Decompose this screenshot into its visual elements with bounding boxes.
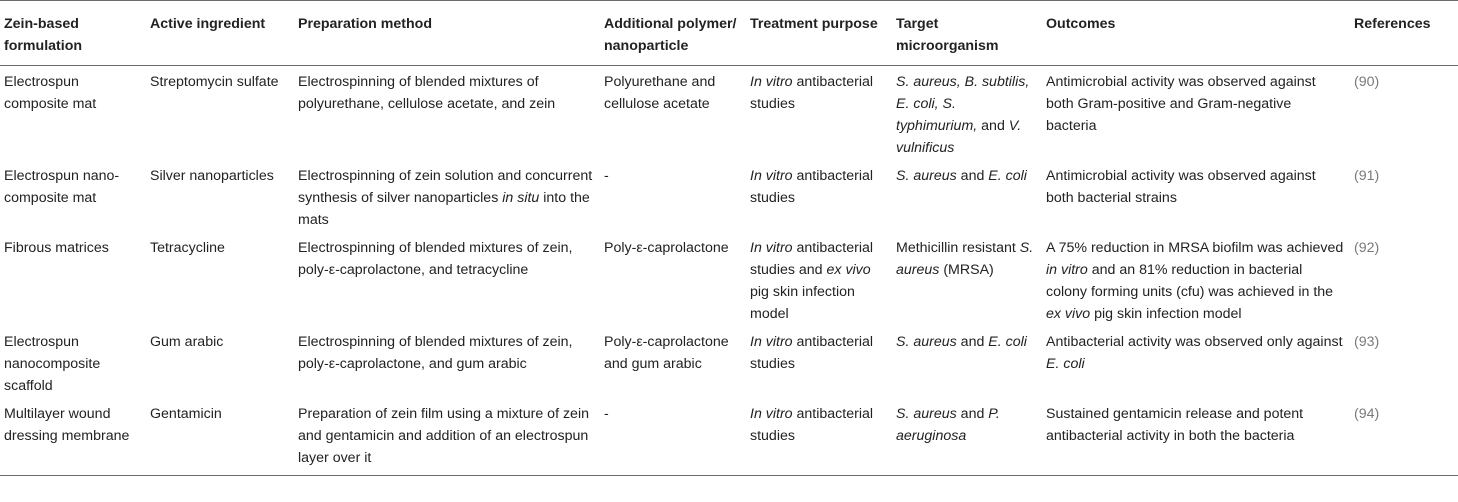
cell-formulation	[0, 400, 146, 476]
text: Gum arabic	[150, 334, 224, 350]
cell-outcomes	[1042, 328, 1350, 400]
text: Streptomycin sulfate	[150, 74, 279, 90]
cell-reference	[1350, 66, 1458, 163]
cell-target-microorganism	[892, 328, 1042, 400]
text: Methicillin resistant	[896, 240, 1020, 256]
cell-preparation-method	[294, 328, 600, 400]
text: into the mats	[298, 190, 590, 228]
reference-link[interactable]: (92)	[1354, 240, 1380, 256]
text: Fibrous matrices	[4, 240, 109, 256]
italic-text: in vitro	[1046, 262, 1088, 278]
cell-outcomes	[1042, 66, 1350, 163]
italic-text: ex vivo	[826, 262, 871, 278]
text: and	[956, 168, 989, 184]
cell-outcomes	[1042, 234, 1350, 328]
italic-text: S. aureus, B. subtilis, E. coli, S. typhimurium,	[896, 74, 1030, 134]
reference-link[interactable]: (94)	[1354, 406, 1380, 422]
text: Multilayer wound dressing membrane	[4, 406, 130, 444]
table-row	[0, 66, 1458, 163]
italic-text: in situ	[502, 190, 540, 206]
cell-additional-polymer	[600, 400, 746, 476]
cell-preparation-method	[294, 66, 600, 163]
text: pig skin infection model	[1090, 306, 1242, 322]
cell-preparation-method	[294, 400, 600, 476]
table-body	[0, 66, 1458, 476]
table-row	[0, 328, 1458, 400]
text: antibacterial studies	[750, 168, 874, 206]
reference-link[interactable]: (91)	[1354, 168, 1380, 184]
cell-active-ingredient	[146, 400, 294, 476]
cell-reference	[1350, 328, 1458, 400]
table-row	[0, 162, 1458, 234]
italic-text: ex vivo	[1046, 306, 1091, 322]
header-additional-polymer: Additional polymer/ nanoparticle	[600, 1, 746, 66]
italic-text: E. coli	[988, 334, 1027, 350]
cell-formulation	[0, 66, 146, 163]
cell-reference	[1350, 234, 1458, 328]
text: and	[956, 406, 989, 422]
table-row	[0, 234, 1458, 328]
cell-outcomes	[1042, 400, 1350, 476]
text: Electrospinning of blended mixtures of polyurethane, cellulose acetate, and zein	[298, 74, 556, 112]
text: -	[604, 168, 609, 184]
cell-additional-polymer	[600, 328, 746, 400]
text: Preparation of zein film using a mixture of zein and gentamicin and addition of an electrospun layer over it	[298, 406, 589, 466]
reference-link[interactable]: (90)	[1354, 74, 1380, 90]
italic-text: V. vulnificus	[896, 118, 1022, 156]
text: Poly-ε-caprolactone and gum arabic	[604, 334, 729, 372]
cell-formulation	[0, 234, 146, 328]
text: Tetracycline	[150, 240, 225, 256]
cell-reference	[1350, 400, 1458, 476]
header-row	[0, 1, 1458, 66]
text: Electrospun composite mat	[4, 74, 97, 112]
cell-target-microorganism	[892, 162, 1042, 234]
italic-text: In vitro	[750, 240, 793, 256]
text: Antimicrobial activity was observed against both bacterial strains	[1046, 168, 1316, 206]
text: antibacterial studies	[750, 334, 874, 372]
text: and an 81% reduction in bacterial colony forming units (cfu) was achieved in the	[1046, 262, 1334, 300]
text: -	[604, 406, 609, 422]
text: Electrospinning of blended mixtures of zein, poly-ε-caprolactone, and tetracycline	[298, 240, 573, 278]
italic-text: S. aureus	[896, 406, 957, 422]
cell-active-ingredient	[146, 234, 294, 328]
text: Antimicrobial activity was observed against both Gram-positive and Gram-negative bacteria	[1046, 74, 1316, 134]
italic-text: S. aureus	[896, 240, 1034, 278]
cell-additional-polymer	[600, 66, 746, 163]
cell-active-ingredient	[146, 328, 294, 400]
cell-preparation-method	[294, 162, 600, 234]
header-active-ingredient: Active ingredient	[146, 1, 294, 66]
cell-target-microorganism	[892, 400, 1042, 476]
italic-text: In vitro	[750, 334, 793, 350]
text: and	[977, 118, 1009, 134]
cell-outcomes	[1042, 162, 1350, 234]
text: (MRSA)	[939, 262, 994, 278]
cell-treatment-purpose	[746, 66, 892, 163]
text: Electrospinning of blended mixtures of zein, poly-ε-caprolactone, and gum arabic	[298, 334, 573, 372]
cell-active-ingredient	[146, 66, 294, 163]
italic-text: In vitro	[750, 168, 793, 184]
italic-text: S. aureus	[896, 168, 957, 184]
header-treatment-purpose: Treatment purpose	[746, 1, 892, 66]
text: antibacterial studies and	[750, 240, 874, 278]
text: and	[956, 334, 989, 350]
header-preparation-method: Preparation method	[294, 1, 600, 66]
italic-text: E. coli	[988, 168, 1027, 184]
text: Sustained gentamicin release and potent antibacterial activity in both the bacteria	[1046, 406, 1304, 444]
cell-active-ingredient	[146, 162, 294, 234]
cell-treatment-purpose	[746, 234, 892, 328]
text: Poly-ε-caprolactone	[604, 240, 729, 256]
text: Electrospun nanocomposite scaffold	[4, 334, 101, 394]
cell-reference	[1350, 162, 1458, 234]
italic-text: P. aeruginosa	[896, 406, 1000, 444]
cell-treatment-purpose	[746, 400, 892, 476]
header-references: References	[1350, 1, 1458, 66]
header-outcomes: Outcomes	[1042, 1, 1350, 66]
cell-additional-polymer	[600, 162, 746, 234]
italic-text: In vitro	[750, 74, 793, 90]
text: antibacterial studies	[750, 74, 874, 112]
italic-text: E. coli	[1046, 356, 1085, 372]
text: Gentamicin	[150, 406, 222, 422]
cell-formulation	[0, 162, 146, 234]
header-formulation: Zein-based formulation	[0, 1, 146, 66]
cell-target-microorganism	[892, 66, 1042, 163]
reference-link[interactable]: (93)	[1354, 334, 1380, 350]
cell-formulation	[0, 328, 146, 400]
header-target-microorganism: Target microorganism	[892, 1, 1042, 66]
text: Electrospinning of zein solution and concurrent synthesis of silver nanoparticles	[298, 168, 593, 206]
text: Antibacterial activity was observed only against	[1046, 334, 1343, 350]
cell-treatment-purpose	[746, 328, 892, 400]
text: antibacterial studies	[750, 406, 874, 444]
table-row	[0, 400, 1458, 476]
cell-preparation-method	[294, 234, 600, 328]
cell-additional-polymer	[600, 234, 746, 328]
italic-text: S. aureus	[896, 334, 957, 350]
text: Electrospun nano-composite mat	[4, 168, 120, 206]
text: A 75% reduction in MRSA biofilm was achieved	[1046, 240, 1344, 256]
cell-target-microorganism	[892, 234, 1042, 328]
text: pig skin infection model	[750, 284, 855, 322]
text: Silver nanoparticles	[150, 168, 274, 184]
text: Polyurethane and cellulose acetate	[604, 74, 716, 112]
italic-text: In vitro	[750, 406, 793, 422]
cell-treatment-purpose	[746, 162, 892, 234]
